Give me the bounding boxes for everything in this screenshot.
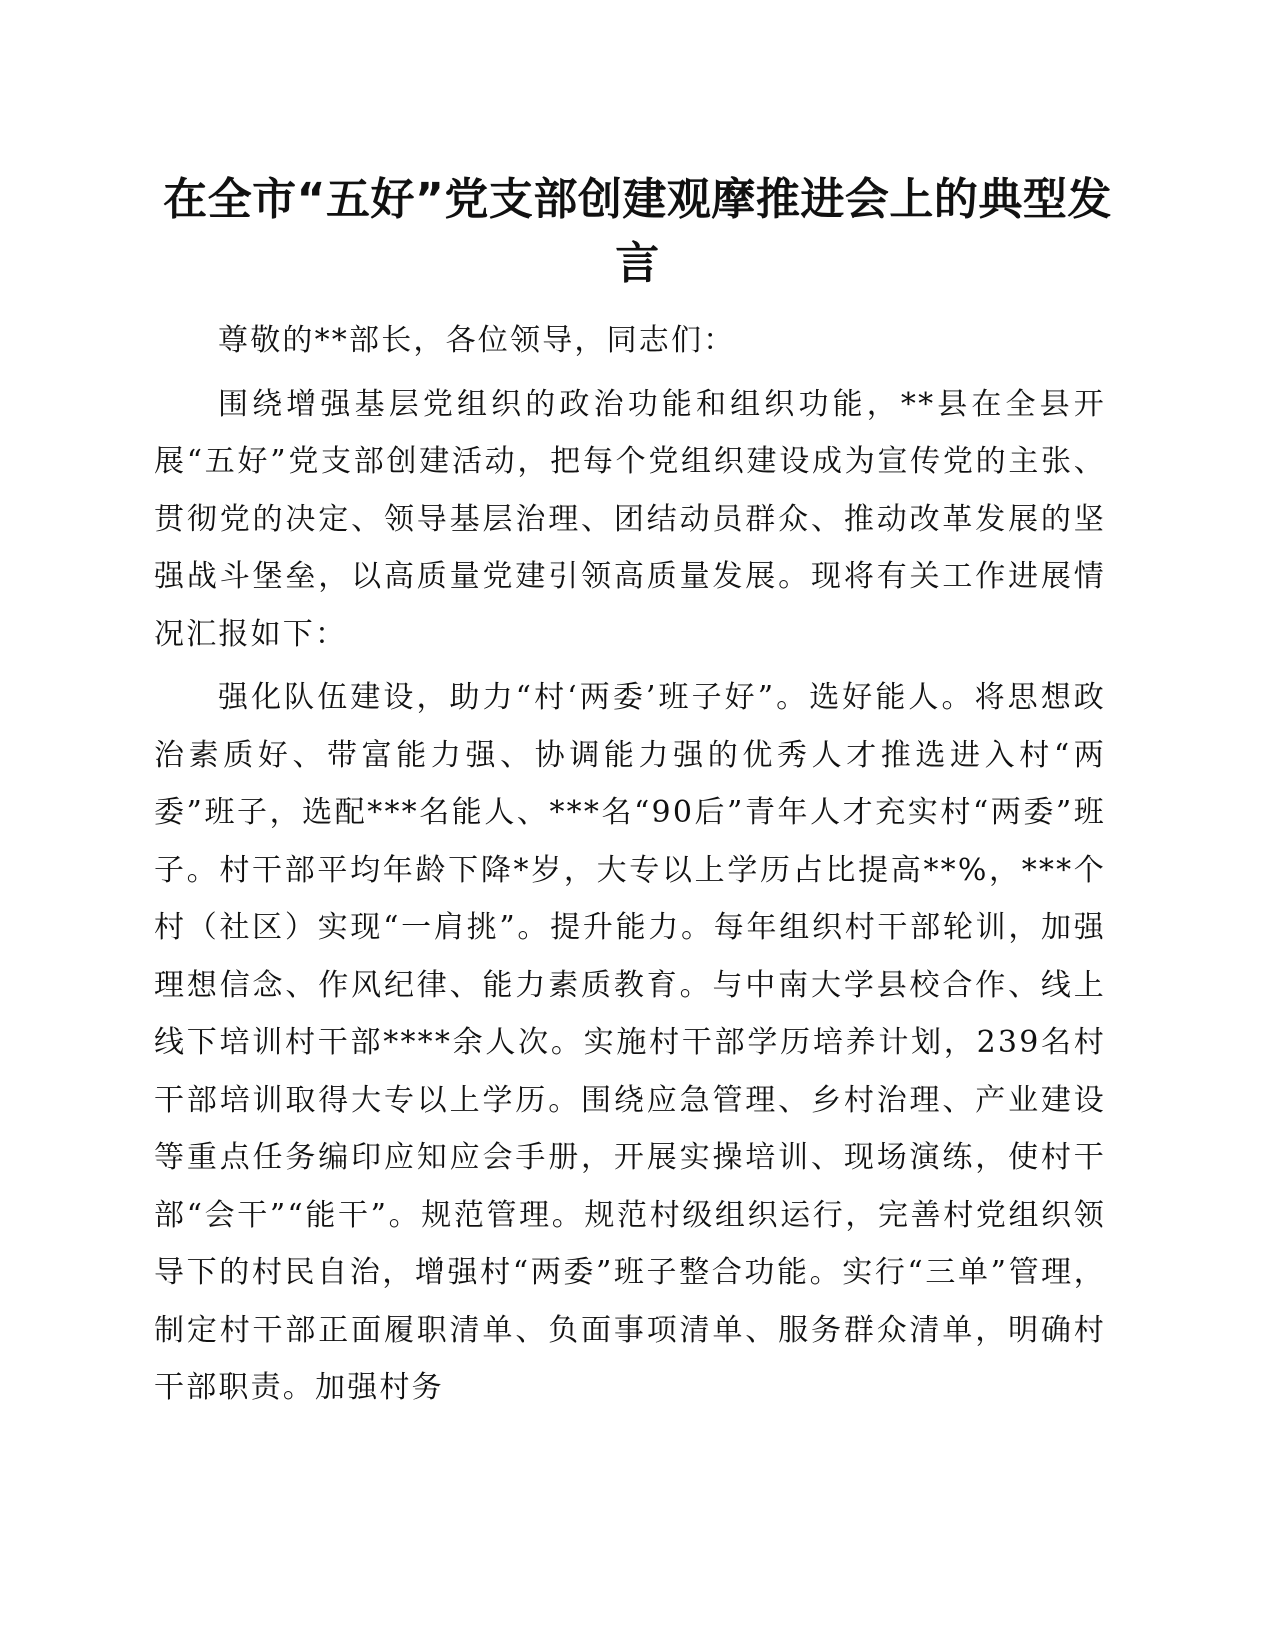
salutation: 尊敬的**部长，各位领导，同志们： [218,323,736,358]
paragraph-team-building: 强化队伍建设，助力“村‘两委’班子好”。选好能人。将思想政治素质好、带富能力强、协调能力强的优秀人才推选进入村“两委”班子，选配***名能人、***名“90后”青年人才充实村“两委”班子。村干部平均年龄下降*岁，大专以上学历占比提高**%，***个村（社区）实现“一肩挑”。提升能力。每年组织村干部轮训，加强理想信念、作风纪律、能力素质教育。与中南大学县校合作、线上线下培训村干部****余人次。实施村干部学历培养计划，239名村干部培训取得大专以上学历。围绕应急管理、乡村治理、产业建设等重点任务编印应知应会手册，开展实操培训、现场演练，使村干部“会干”“能干”。规范管理。规范村级组织运行，完善村党组织领导下的村民自治，增强村“两委”班子整合功能。实行“三单”管理，制定村干部正面履职清单、负面事项清单、服务群众清单，明确村干部职责。加强村务 [154,680,1106,1405]
document-title: 在全市“五好”党支部创建观摩推进会上的典型发言 [163,174,1112,289]
paragraph-intro: 围绕增强基层党组织的政治功能和组织功能，**县在全县开展“五好”党支部创建活动，把每个党组织建设成为宣传党的主张、贯彻党的决定、领导基层治理、团结动员群众、推动改革发展的坚强战斗堡垒，以高质量党建引领高质量发展。现将有关工作进展情况汇报如下： [154,386,1106,652]
document-body [154,312,1106,1423]
